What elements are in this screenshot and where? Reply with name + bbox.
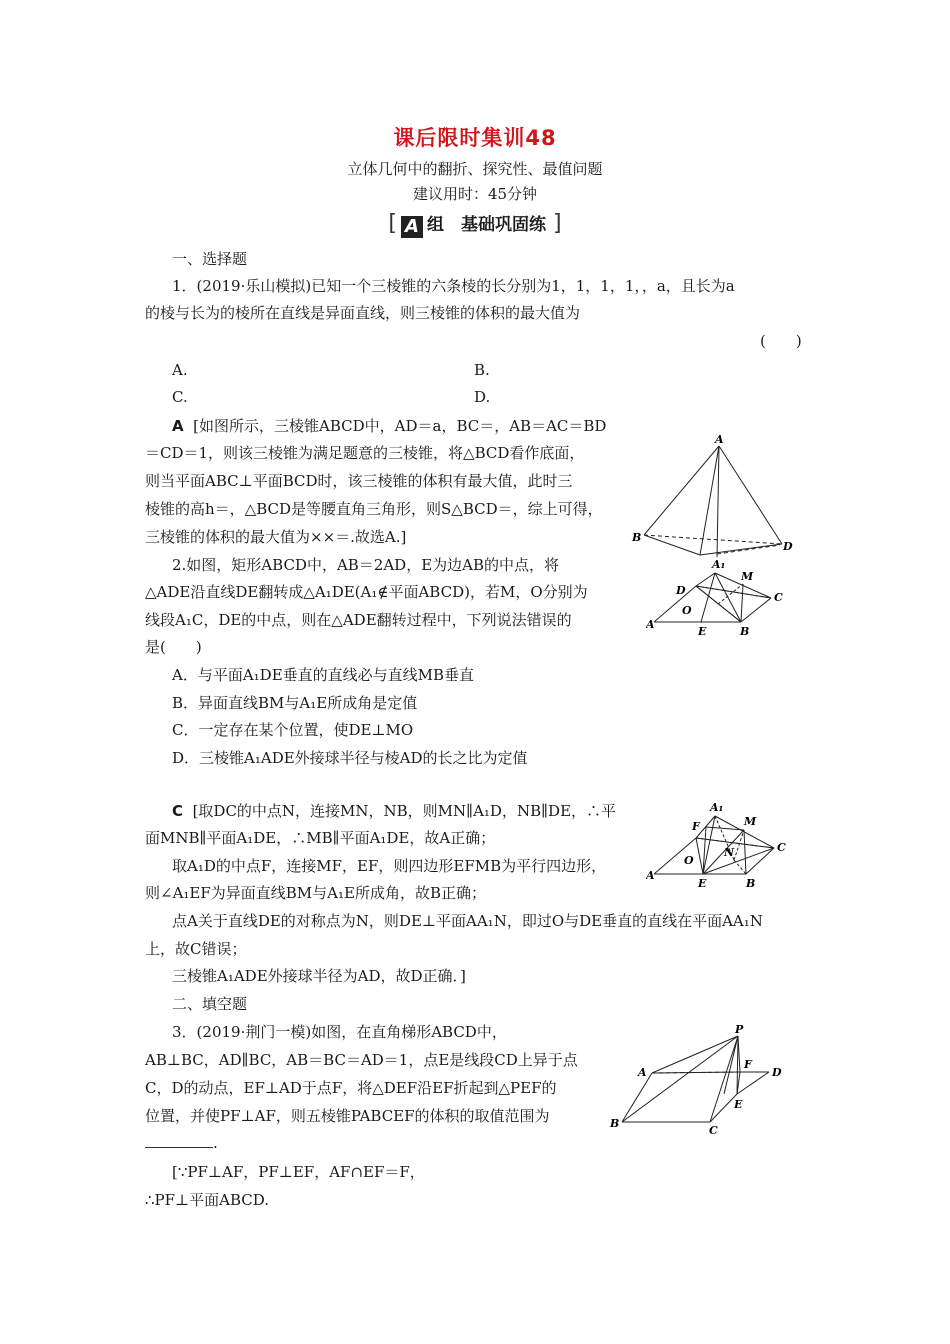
q3-line3: C，D的动点，EF⊥AD于点F，将△DEF沿EF折起到△PEF的 xyxy=(145,1079,557,1097)
q2-answer-line4: 则∠A₁EF为异面直线BM与A₁E所成角，故B正确； xyxy=(145,884,486,902)
q3-line2: AB⊥BC，AD∥BC，AB＝BC＝AD＝1，点E是线段CD上异于点 xyxy=(145,1051,578,1069)
figure-rectangle-fold xyxy=(646,556,796,636)
q2-answer-line7: 三棱锥A₁ADE外接球半径为AD，故D正确．] xyxy=(172,967,466,985)
fig2-label-a: A xyxy=(646,618,655,631)
group-label: 组 基础巩固练 xyxy=(427,215,546,235)
fig4-label-e: E xyxy=(734,1098,743,1111)
fig3-label-a: A xyxy=(646,869,655,882)
q2-answer-line5: 点A关于直线DE的对称点为N，则DE⊥平面AA₁N，即过O与DE垂直的直线在平面AA₁N xyxy=(172,912,763,930)
q3-line4: 位置，并使PF⊥AF，则五棱锥PABCEF的体积的取值范围为 xyxy=(145,1107,550,1125)
q2-answer-line3: 取A₁D的中点F，连接MF，EF，则四边形EFMB为平行四边形， xyxy=(172,857,607,875)
q1-option-c: C. xyxy=(172,388,188,406)
fig2-label-e: E xyxy=(698,625,707,636)
q2-line1: 2.如图，矩形ABCD中，AB＝2AD，E为边AB的中点，将 xyxy=(172,556,560,574)
figure-rectangle-fold-solution xyxy=(646,798,796,890)
fig4-label-p: P xyxy=(735,1024,744,1036)
figure-folded-trapezoid xyxy=(604,1024,794,1136)
q3-answer-line2: ∴PF⊥平面ABCD. xyxy=(145,1191,270,1209)
fig3-label-f: F xyxy=(692,820,700,833)
fig3-label-n: N xyxy=(724,846,735,859)
fig3-label-a1: A₁ xyxy=(710,801,724,814)
fig2-label-m: M xyxy=(741,570,754,583)
q3-line1: 3．(2019·荆门一模)如图，在直角梯形ABCD中， xyxy=(172,1023,507,1041)
q1-answer-letter: A xyxy=(172,417,184,435)
fig3-label-m: M xyxy=(744,815,757,828)
fig2-label-a1: A₁ xyxy=(712,558,726,571)
q1-answer-line5: 三棱锥的体积的最大值为××＝.故选A.] xyxy=(145,528,407,546)
q1-answer-line2: ＝CD＝1，则该三棱锥为满足题意的三棱锥，将△BCD看作底面， xyxy=(145,444,585,462)
q1-answer-line3: 则当平面ABC⊥平面BCD时，该三棱锥的体积有最大值，此时三 xyxy=(145,472,573,490)
q2-answer-line6: 上，故C错误； xyxy=(145,940,247,958)
fig3-label-b: B xyxy=(746,877,756,890)
q1-option-a: A. xyxy=(172,361,188,379)
suggested-time: 建议用时：45分钟 xyxy=(412,185,538,203)
fig1-label-b: B xyxy=(632,531,642,544)
fig2-label-b: B xyxy=(740,625,750,636)
section-heading-choice: 一、选择题 xyxy=(172,250,248,268)
q3-answer-line1: [∵PF⊥AF，PF⊥EF，AF∩EF＝F， xyxy=(172,1163,425,1181)
fig2-label-c: C xyxy=(774,591,783,604)
fig2-label-d: D xyxy=(676,584,686,597)
q2-line4: 是( ) xyxy=(145,638,202,656)
q2-option-d: D．三棱锥A₁ADE外接球半径与棱AD的长之比为定值 xyxy=(172,749,528,767)
fig3-label-c: C xyxy=(777,841,786,854)
q1-option-b: B. xyxy=(474,361,490,379)
q2-line3: 线段A₁C，DE的中点，则在△ADE翻转过程中，下列说法错误的 xyxy=(145,611,572,629)
q2-option-b: B．异面直线BM与A₁E所成角是定值 xyxy=(172,694,418,712)
page-title: 课后限时集训48 xyxy=(393,126,557,150)
q2-option-c: C．一定存在某个位置，使DE⊥MO xyxy=(172,721,414,739)
fig2-label-o: O xyxy=(682,604,692,617)
section-heading-fill: 二、填空题 xyxy=(172,995,248,1013)
page-subtitle: 立体几何中的翻折、探究性、最值问题 xyxy=(347,160,603,178)
q2-line2: △ADE沿直线DE翻转成△A₁DE(A₁∉平面ABCD)，若M，O分别为 xyxy=(145,583,588,601)
fig3-label-e: E xyxy=(698,877,707,890)
group-letter: A xyxy=(401,216,423,238)
figure-tetrahedron-abcd xyxy=(630,432,800,557)
q1-line1: 1．(2019·乐山模拟)已知一个三棱锥的六条棱的长分别为1，1，1，1，，a，且长为a xyxy=(172,277,735,295)
q1-answer-text1: [如图所示，三棱锥ABCD中，AD＝a，BC＝，AB＝AC＝BD xyxy=(193,417,607,435)
fig4-label-a: A xyxy=(638,1066,647,1079)
q2-answer-text1: [取DC的中点N，连接MN，NB，则MN∥A₁D，NB∥DE，∴平 xyxy=(192,802,617,820)
fig1-label-d: D xyxy=(783,540,793,553)
q1-paren: ( ) xyxy=(760,332,802,350)
q3-line5 xyxy=(145,1133,218,1153)
q1-answer-line4: 棱锥的高h＝，△BCD是等腰直角三角形，则S△BCD＝，综上可得， xyxy=(145,500,603,518)
answer-blank xyxy=(145,1133,213,1148)
q2-answer-line1 xyxy=(172,801,616,821)
fig3-label-o: O xyxy=(684,854,694,867)
fig4-label-d: D xyxy=(772,1066,782,1079)
group-heading: [ A 组 基础巩固练 ] xyxy=(388,211,562,237)
fig4-label-f: F xyxy=(744,1058,752,1071)
fig4-label-b: B xyxy=(610,1117,620,1130)
q2-answer-letter: C xyxy=(172,802,184,820)
q2-answer-line2: 面MNB∥平面A₁DE，∴MB∥平面A₁DE，故A正确； xyxy=(145,829,496,847)
fig1-label-a: A xyxy=(715,433,724,446)
q1-line2: 的棱与长为的棱所在直线是异面直线，则三棱锥的体积的最大值为 xyxy=(145,304,581,322)
q1-option-d: D. xyxy=(474,388,491,406)
q1-answer-line1 xyxy=(172,416,606,436)
q3-line5-end: . xyxy=(213,1134,218,1152)
fig4-label-c: C xyxy=(709,1124,718,1136)
q2-option-a: A．与平面A₁DE垂直的直线必与直线MB垂直 xyxy=(172,666,475,684)
